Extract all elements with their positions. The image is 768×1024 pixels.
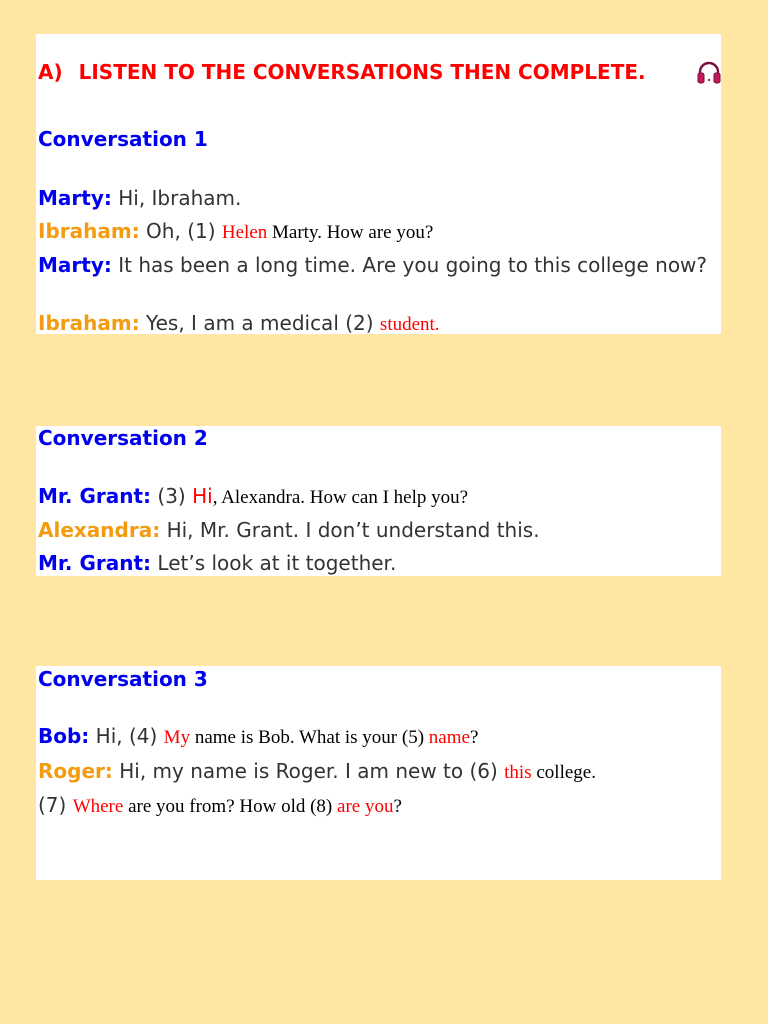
conv1-line-1 (38, 186, 241, 210)
line-text: Oh, (1) (139, 219, 222, 243)
line-text: ? (393, 796, 402, 817)
speaker-marty: Marty: (38, 253, 112, 277)
line-text: Hi, Mr. Grant. I don’t understand this. (160, 518, 540, 542)
line-text: , Alexandra. How can I help you? (212, 487, 469, 508)
headphones-icon[interactable] (695, 60, 723, 86)
conversation-1-title: Conversation 1 (38, 127, 208, 151)
instruction-text: LISTEN TO THE CONVERSATIONS THEN COMPLETE. (78, 60, 646, 84)
speaker-mr-grant: Mr. Grant: (38, 484, 152, 508)
conversation-1-panel (36, 34, 721, 334)
answer-3: Hi (192, 484, 213, 508)
conv3-line-2 (38, 759, 596, 784)
answer-2: student. (379, 314, 440, 335)
answer-4: My (163, 727, 191, 748)
speaker-alexandra: Alexandra: (38, 518, 161, 542)
line-text: Hi, Ibraham. (111, 186, 242, 210)
conversation-3-panel (36, 666, 721, 880)
line-text: Marty. How are you? (267, 222, 434, 243)
line-text: (7) (38, 793, 73, 817)
line-text: Let’s look at it together. (151, 551, 397, 575)
speaker-roger: Roger: (38, 759, 113, 783)
line-text: Hi, my name is Roger. I am new to (6) (112, 759, 505, 783)
line-text: name is Bob. What is your (5) (190, 727, 429, 748)
conv3-line-1 (38, 724, 478, 749)
conversation-3-title: Conversation 3 (38, 667, 208, 691)
answer-1: Helen (221, 222, 268, 243)
speaker-ibraham: Ibraham: (38, 219, 140, 243)
answer-5: name (428, 727, 470, 748)
conv2-line-2 (38, 518, 540, 542)
conv2-line-1 (38, 484, 468, 509)
answer-6: this (504, 762, 532, 783)
conv3-line-3 (38, 793, 402, 818)
speaker-mr-grant: Mr. Grant: (38, 551, 152, 575)
line-text: (3) (151, 484, 193, 508)
instruction-heading (38, 60, 646, 84)
line-text: Yes, I am a medical (2) (139, 311, 380, 335)
conv1-line-3 (38, 253, 721, 277)
line-text: Hi, (4) (89, 724, 164, 748)
line-text: college. (531, 762, 596, 783)
answer-7: Where (72, 796, 124, 817)
line-text: It has been a long time. Are you going to this college now? (111, 253, 708, 277)
conversation-2-panel (36, 426, 721, 576)
conv2-line-3 (38, 551, 396, 575)
answer-8: are you (337, 796, 394, 817)
conv1-line-4 (38, 311, 440, 336)
section-letter: A) (38, 60, 63, 84)
line-text: are you from? How old (8) (123, 796, 338, 817)
speaker-marty: Marty: (38, 186, 112, 210)
conversation-2-title: Conversation 2 (38, 426, 208, 450)
speaker-bob: Bob: (38, 724, 90, 748)
conv1-line-2 (38, 219, 433, 244)
line-text: ? (469, 727, 479, 748)
speaker-ibraham: Ibraham: (38, 311, 140, 335)
